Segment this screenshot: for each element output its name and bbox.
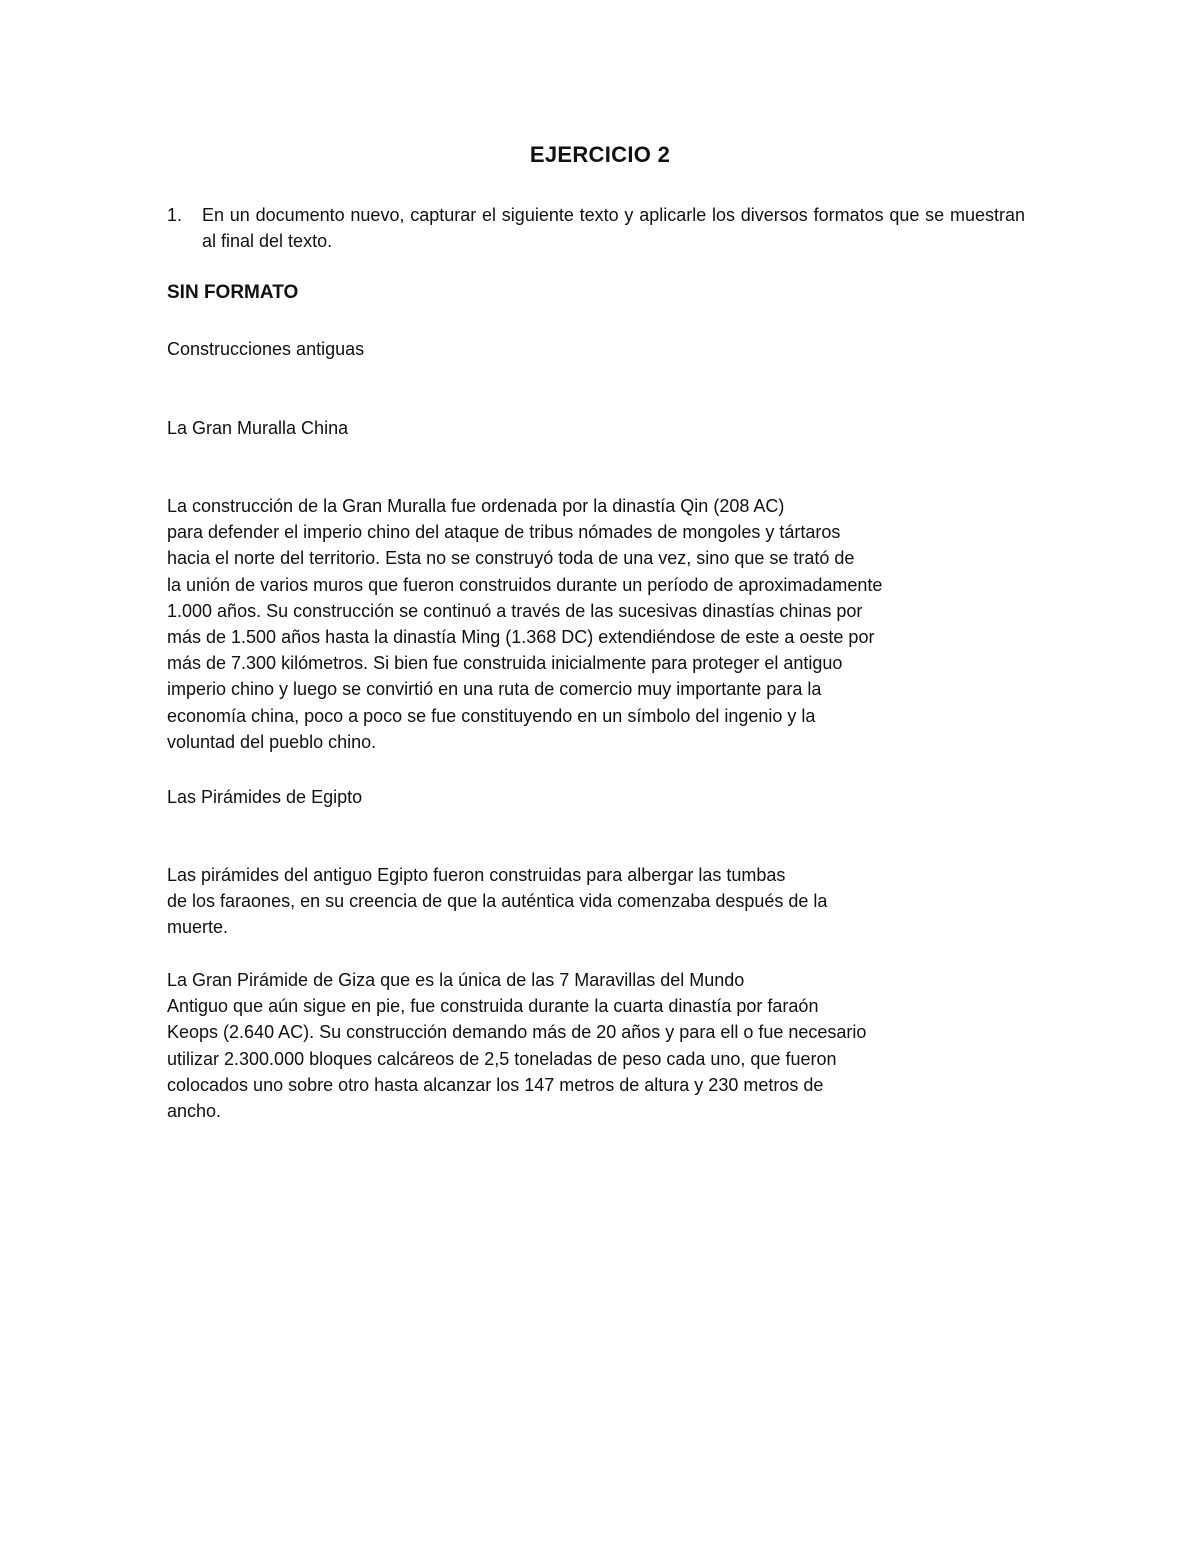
paragraph-muralla xyxy=(167,493,1027,755)
paragraph-line: la unión de varios muros que fueron construidos durante un período de aproximadamente xyxy=(167,574,883,595)
paragraph-line: economía china, poco a poco se fue constituyendo en un símbolo del ingenio y la xyxy=(167,705,816,726)
paragraph-line: más de 1.500 años hasta la dinastía Ming (1.368 DC) extendiéndose de este a oeste por xyxy=(167,627,875,648)
instruction-text: En un documento nuevo, capturar el siguiente texto y aplicarle los diversos formatos que se muestran al final del texto. xyxy=(202,205,1025,251)
heading-piramides: Las Pirámides de Egipto xyxy=(167,787,363,807)
section-heading: SIN FORMATO xyxy=(167,282,299,303)
paragraph-line: imperio chino y luego se convirtió en una ruta de comercio muy importante para la xyxy=(167,679,822,700)
paragraph-line: ancho. xyxy=(167,1101,222,1122)
paragraph-line: La construcción de la Gran Muralla fue ordenada por la dinastía Qin (208 AC) xyxy=(167,496,785,516)
document-title: EJERCICIO 2 xyxy=(529,142,671,167)
paragraph-line: voluntad del pueblo chino. xyxy=(167,731,377,752)
paragraph-line: más de 7.300 kilómetros. Si bien fue construida inicialmente para proteger el antiguo xyxy=(167,653,843,674)
paragraph-line: 1.000 años. Su construcción se continuó a través de las sucesivas dinastías chinas por xyxy=(167,600,863,621)
paragraph-line: Antiguo que aún sigue en pie, fue construida durante la cuarta dinastía por faraón xyxy=(167,996,819,1017)
paragraph-line: para defender el imperio chino del ataque de tribus nómades de mongoles y tártaros xyxy=(167,522,841,543)
document-subtitle: Construcciones antiguas xyxy=(167,339,365,359)
paragraph-line: de los faraones, en su creencia de que la auténtica vida comenzaba después de la xyxy=(167,891,828,912)
paragraph-line: utilizar 2.300.000 bloques calcáreos de 2,5 toneladas de peso cada uno, que fueron xyxy=(167,1048,837,1069)
paragraph-line: colocados uno sobre otro hasta alcanzar los 147 metros de altura y 230 metros de xyxy=(167,1074,824,1095)
paragraph-line: Keops (2.640 AC). Su construcción demando más de 20 años y para ell o fue necesario xyxy=(167,1022,867,1043)
paragraph-line: Las pirámides del antiguo Egipto fueron construidas para albergar las tumbas xyxy=(167,865,786,885)
paragraph-line: La Gran Pirámide de Giza que es la única de las 7 Maravillas del Mundo xyxy=(167,970,745,990)
heading-muralla: La Gran Muralla China xyxy=(167,418,349,438)
instruction-number: 1. xyxy=(167,205,183,225)
paragraph-piramides xyxy=(167,862,1027,941)
paragraph-line: hacia el norte del territorio. Esta no se construyó toda de una vez, sino que se trató de xyxy=(167,548,855,569)
paragraph-giza xyxy=(167,967,1027,1124)
paragraph-line: muerte. xyxy=(167,917,229,938)
